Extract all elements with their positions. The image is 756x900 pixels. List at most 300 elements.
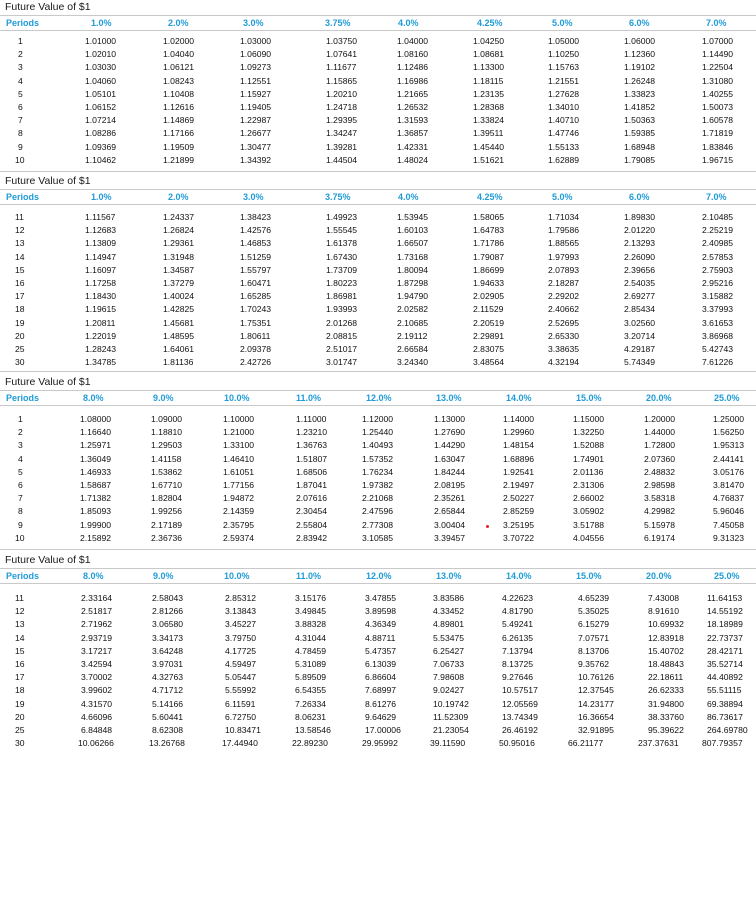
value-cell: 1.26532 (397, 101, 429, 112)
value-cell: 3.51788 (573, 519, 605, 530)
value-cell: 1.10408 (163, 88, 195, 99)
value-cell: 237.37631 (638, 738, 679, 749)
value-cell: 1.08243 (163, 75, 195, 86)
value-cell: 2.75903 (702, 264, 734, 275)
value-cell: 1.16640 (80, 427, 112, 438)
value-cell: 3.37993 (702, 304, 734, 315)
value-cell: 2.69277 (624, 291, 656, 302)
table-body (0, 31, 756, 171)
header-rate: 13.0% (436, 393, 462, 403)
value-cell: 1.19509 (163, 141, 195, 152)
value-cell: 1.40255 (702, 88, 734, 99)
value-cell: 1.06121 (163, 62, 195, 73)
value-cell: 1.94633 (473, 277, 505, 288)
value-cell: 3.61653 (702, 317, 734, 328)
value-cell: 1.40710 (548, 115, 580, 126)
value-cell: 9.31323 (713, 532, 745, 543)
table-title: Future Value of $1 (5, 554, 91, 566)
header-rate: 5.0% (552, 18, 573, 28)
value-cell: 2.48832 (644, 466, 676, 477)
header-rate: 12.0% (366, 393, 392, 403)
value-cell: 2.15892 (80, 532, 112, 543)
value-cell: 1.29503 (151, 440, 183, 451)
value-cell: 1.21551 (548, 75, 580, 86)
header-rate: 15.0% (576, 393, 602, 403)
value-cell: 2.77308 (362, 519, 394, 530)
period-cell: 17 (15, 672, 25, 683)
value-cell: 5.35025 (578, 606, 610, 617)
value-cell: 5.31089 (295, 658, 327, 669)
value-cell: 1.89830 (624, 212, 656, 222)
value-cell: 4.59497 (225, 658, 257, 669)
value-cell: 6.84848 (81, 724, 113, 735)
period-cell: 19 (15, 698, 25, 709)
value-cell: 1.11567 (85, 212, 116, 222)
header-rate: 9.0% (153, 393, 174, 403)
value-cell: 2.26090 (624, 251, 656, 262)
value-cell: 5.53475 (433, 632, 465, 643)
value-cell: 1.60578 (702, 115, 734, 126)
table-row (0, 492, 756, 505)
period-cell: 18 (15, 304, 25, 315)
value-cell: 2.08815 (326, 330, 358, 341)
value-cell: 1.62889 (548, 154, 580, 165)
value-cell: 3.20714 (624, 330, 656, 341)
period-cell: 10 (15, 154, 25, 165)
value-cell: 4.17725 (225, 645, 257, 656)
value-cell: 1.71819 (702, 128, 734, 139)
value-cell: 86.73617 (707, 711, 743, 722)
value-cell: 1.36857 (397, 128, 429, 139)
value-cell: 1.18430 (85, 291, 117, 302)
table-row (0, 605, 756, 618)
value-cell: 1.34010 (548, 101, 580, 112)
table-header (0, 189, 756, 205)
value-cell: 807.79357 (702, 738, 743, 749)
value-cell: 1.45681 (163, 317, 195, 328)
header-rate: 1.0% (91, 18, 112, 28)
period-cell: 2 (18, 427, 23, 438)
value-cell: 1.05101 (85, 88, 117, 99)
value-cell: 4.88711 (365, 632, 396, 643)
value-cell: 1.52088 (573, 440, 605, 451)
value-cell: 2.07360 (644, 453, 676, 464)
table-row (0, 75, 756, 88)
value-cell: 4.66096 (81, 711, 113, 722)
value-cell: 21.23054 (433, 724, 469, 735)
value-cell: 18.48843 (648, 658, 684, 669)
value-cell: 3.01747 (326, 357, 358, 368)
value-cell: 2.85259 (503, 506, 535, 517)
value-cell: 1.15763 (548, 62, 580, 73)
value-cell: 13.58546 (295, 724, 331, 735)
period-cell: 10 (15, 532, 25, 543)
value-cell: 1.26824 (163, 225, 195, 236)
value-cell: 1.34785 (85, 357, 117, 368)
value-cell: 31.94800 (648, 698, 684, 709)
period-cell: 25 (15, 724, 25, 735)
header-rate: 6.0% (629, 18, 650, 28)
value-cell: 1.11677 (326, 62, 357, 73)
value-cell: 2.44141 (713, 453, 745, 464)
value-cell: 1.04000 (397, 36, 429, 46)
value-cell: 2.39656 (624, 264, 656, 275)
value-cell: 1.53862 (151, 466, 183, 477)
value-cell: 2.40662 (548, 304, 580, 315)
value-cell: 1.08681 (473, 49, 505, 60)
value-cell: 1.36049 (80, 453, 112, 464)
period-cell: 9 (18, 519, 23, 530)
value-cell: 1.49923 (326, 212, 358, 222)
value-cell: 7.06733 (433, 658, 465, 669)
value-cell: 1.18115 (473, 75, 504, 86)
value-cell: 4.65239 (578, 593, 610, 603)
table-body (0, 584, 756, 750)
value-cell: 10.19742 (433, 698, 469, 709)
value-cell: 9.02427 (433, 685, 465, 696)
header-rate: 20.0% (646, 571, 672, 581)
value-cell: 3.25195 (503, 519, 535, 530)
value-cell: 1.22987 (240, 115, 272, 126)
table-divider (0, 171, 756, 172)
value-cell: 1.86981 (326, 291, 358, 302)
table-row (0, 479, 756, 492)
table-row (0, 141, 756, 154)
value-cell: 2.19112 (397, 330, 428, 341)
value-cell: 2.02582 (397, 304, 429, 315)
header-periods: Periods (6, 571, 40, 581)
value-cell: 22.89230 (292, 738, 328, 749)
value-cell: 1.74901 (573, 453, 605, 464)
value-cell: 1.03750 (326, 36, 358, 46)
value-cell: 1.06090 (240, 49, 272, 60)
value-cell: 1.28368 (473, 101, 505, 112)
value-cell: 1.30477 (240, 141, 272, 152)
value-cell: 2.14359 (223, 506, 255, 517)
value-cell: 1.75351 (240, 317, 272, 328)
value-cell: 1.73709 (326, 264, 358, 275)
value-cell: 4.22623 (502, 593, 534, 603)
value-cell: 8.61276 (365, 698, 397, 709)
value-cell: 1.44000 (644, 427, 676, 438)
value-cell: 1.79085 (624, 154, 656, 165)
period-cell: 18 (15, 685, 25, 696)
header-rate: 7.0% (706, 18, 727, 28)
period-cell: 1 (18, 36, 23, 46)
value-cell: 2.47596 (362, 506, 394, 517)
value-cell: 1.58687 (80, 479, 112, 490)
table-header (0, 390, 756, 406)
value-cell: 1.67710 (151, 479, 183, 490)
value-cell: 8.62308 (152, 724, 184, 735)
value-cell: 2.36736 (151, 532, 183, 543)
header-rate: 25.0% (714, 571, 740, 581)
value-cell: 16.36654 (578, 711, 614, 722)
table-row (0, 211, 756, 224)
value-cell: 1.21665 (397, 88, 429, 99)
value-cell: 1.58065 (473, 212, 505, 222)
value-cell: 2.55804 (296, 519, 328, 530)
value-cell: 3.97031 (152, 658, 184, 669)
value-cell: 6.54355 (295, 685, 327, 696)
table-body (0, 205, 756, 371)
value-cell: 1.19615 (85, 304, 117, 315)
value-cell: 4.32763 (152, 672, 184, 683)
value-cell: 1.55797 (240, 264, 272, 275)
value-cell: 1.46933 (80, 466, 112, 477)
period-cell: 3 (18, 440, 23, 451)
value-cell: 12.83918 (648, 632, 684, 643)
value-cell: 1.13300 (473, 62, 505, 73)
value-cell: 2.01220 (624, 225, 656, 236)
value-cell: 1.25440 (362, 427, 394, 438)
value-cell: 4.81790 (502, 606, 534, 617)
value-cell: 6.72750 (225, 711, 257, 722)
value-cell: 1.77156 (223, 479, 255, 490)
value-cell: 1.80223 (326, 277, 358, 288)
value-cell: 1.20210 (326, 88, 358, 99)
table-header (0, 568, 756, 584)
value-cell: 3.05902 (573, 506, 605, 517)
value-cell: 1.99256 (151, 506, 183, 517)
value-cell: 2.31306 (573, 479, 605, 490)
value-cell: 1.09273 (240, 62, 272, 73)
value-cell: 4.33452 (433, 606, 465, 617)
table-row (0, 519, 756, 532)
value-cell: 26.46192 (502, 724, 538, 735)
value-cell: 1.94790 (397, 291, 429, 302)
value-cell: 95.39622 (648, 724, 684, 735)
value-cell: 1.63047 (434, 453, 466, 464)
value-cell: 1.97382 (362, 479, 394, 490)
value-cell: 1.50363 (624, 115, 656, 126)
value-cell: 1.82804 (151, 493, 183, 504)
value-cell: 10.76126 (578, 672, 614, 683)
period-cell: 4 (18, 453, 23, 464)
value-cell: 1.72800 (644, 440, 676, 451)
value-cell: 2.11529 (473, 304, 504, 315)
value-cell: 2.10485 (702, 212, 734, 222)
value-cell: 2.19497 (503, 479, 535, 490)
value-cell: 1.06000 (624, 36, 656, 46)
value-cell: 1.70243 (240, 304, 272, 315)
value-cell: 2.35795 (223, 519, 255, 530)
value-cell: 1.34587 (163, 264, 195, 275)
value-cell: 5.55992 (225, 685, 257, 696)
value-cell: 3.42594 (81, 658, 113, 669)
value-cell: 1.08160 (397, 49, 429, 60)
value-cell: 1.13809 (85, 238, 117, 249)
value-cell: 1.51807 (296, 453, 328, 464)
value-cell: 1.26677 (240, 128, 272, 139)
period-cell: 4 (18, 75, 23, 86)
table-row (0, 330, 756, 343)
value-cell: 6.19174 (644, 532, 676, 543)
value-cell: 1.19102 (624, 62, 656, 73)
period-cell: 13 (15, 619, 25, 630)
table-row (0, 251, 756, 264)
value-cell: 2.07616 (296, 493, 328, 504)
value-cell: 3.99602 (81, 685, 113, 696)
value-cell: 1.45440 (473, 141, 505, 152)
table-row (0, 711, 756, 724)
fv-table-3 (0, 375, 756, 550)
value-cell: 1.12551 (240, 75, 272, 86)
value-cell: 3.10585 (362, 532, 394, 543)
value-cell: 2.07893 (548, 264, 580, 275)
table-row (0, 671, 756, 684)
value-cell: 1.39281 (326, 141, 358, 152)
value-cell: 4.32194 (548, 357, 580, 368)
period-cell: 19 (15, 317, 25, 328)
value-cell: 3.83586 (433, 593, 465, 603)
value-cell: 1.12616 (163, 101, 195, 112)
value-cell: 1.15000 (573, 414, 605, 424)
table-row (0, 413, 756, 426)
period-cell: 2 (18, 49, 23, 60)
value-cell: 66.21177 (568, 738, 604, 749)
fv-table-2 (0, 174, 756, 372)
value-cell: 1.12000 (362, 414, 394, 424)
value-cell: 3.64248 (152, 645, 184, 656)
value-cell: 2.71962 (81, 619, 113, 630)
value-cell: 1.33824 (473, 115, 505, 126)
value-cell: 2.81266 (152, 606, 184, 617)
value-cell: 1.06152 (85, 101, 117, 112)
header-rate: 4.0% (398, 18, 419, 28)
value-cell: 3.86968 (702, 330, 734, 341)
table-row (0, 114, 756, 127)
value-cell: 2.59374 (223, 532, 255, 543)
value-cell: 4.31044 (295, 632, 327, 643)
value-cell: 1.42825 (163, 304, 195, 315)
value-cell: 1.88565 (548, 238, 580, 249)
value-cell: 39.11590 (430, 738, 466, 749)
period-cell: 16 (15, 658, 25, 669)
value-cell: 6.15279 (578, 619, 610, 630)
value-cell: 1.99900 (80, 519, 112, 530)
value-cell: 1.04250 (473, 36, 505, 46)
value-cell: 1.21899 (163, 154, 195, 165)
header-rate: 9.0% (153, 571, 174, 581)
table-row (0, 317, 756, 330)
value-cell: 4.31570 (81, 698, 113, 709)
value-cell: 2.66002 (573, 493, 605, 504)
value-cell: 3.13843 (225, 606, 257, 617)
table-header (0, 15, 756, 31)
value-cell: 1.08000 (80, 414, 112, 424)
value-cell: 1.95313 (713, 440, 745, 451)
value-cell: 1.20000 (644, 414, 676, 424)
value-cell: 1.29960 (503, 427, 535, 438)
value-cell: 1.79586 (548, 225, 580, 236)
value-cell: 2.40985 (702, 238, 734, 249)
value-cell: 3.45227 (225, 619, 257, 630)
value-cell: 1.85093 (80, 506, 112, 517)
period-cell: 9 (18, 141, 23, 152)
table-row (0, 356, 756, 369)
fv-table-4 (0, 553, 756, 750)
value-cell: 7.68997 (365, 685, 397, 696)
value-cell: 3.89598 (365, 606, 397, 617)
value-cell: 1.14000 (503, 414, 535, 424)
value-cell: 1.22019 (85, 330, 117, 341)
value-cell: 1.86699 (473, 264, 505, 275)
header-rate: 7.0% (706, 192, 727, 202)
table-row (0, 101, 756, 114)
header-periods: Periods (6, 18, 40, 28)
value-cell: 7.98608 (433, 672, 465, 683)
value-cell: 1.07000 (702, 36, 734, 46)
value-cell: 17.00006 (365, 724, 401, 735)
value-cell: 1.17258 (85, 277, 117, 288)
value-cell: 5.47357 (365, 645, 397, 656)
period-cell: 30 (15, 357, 25, 368)
value-cell: 1.48154 (503, 440, 535, 451)
value-cell: 7.07571 (578, 632, 610, 643)
table-row (0, 48, 756, 61)
table-title: Future Value of $1 (5, 1, 91, 13)
value-cell: 10.69932 (648, 619, 684, 630)
header-rate: 8.0% (83, 393, 104, 403)
value-cell: 2.83942 (296, 532, 328, 543)
value-cell: 1.51259 (240, 251, 272, 262)
value-cell: 28.42171 (707, 645, 743, 656)
value-cell: 2.57853 (702, 251, 734, 262)
value-cell: 1.15865 (326, 75, 358, 86)
value-cell: 1.27690 (434, 427, 466, 438)
value-cell: 3.00404 (434, 519, 466, 530)
value-cell: 1.67430 (326, 251, 358, 262)
header-rate: 13.0% (436, 571, 462, 581)
value-cell: 1.11000 (296, 414, 327, 424)
value-cell: 17.44940 (222, 738, 258, 749)
value-cell: 10.06266 (78, 738, 114, 749)
table-row (0, 698, 756, 711)
value-cell: 6.13039 (365, 658, 397, 669)
header-rate: 1.0% (91, 192, 112, 202)
value-cell: 1.65285 (240, 291, 272, 302)
value-cell: 3.02560 (624, 317, 656, 328)
table-row (0, 466, 756, 479)
value-cell: 1.14947 (85, 251, 117, 262)
value-cell: 1.03000 (240, 36, 272, 46)
value-cell: 9.35762 (578, 658, 610, 669)
header-rate: 12.0% (366, 571, 392, 581)
value-cell: 1.09369 (85, 141, 117, 152)
value-cell: 3.39457 (434, 532, 466, 543)
value-cell: 1.12683 (85, 225, 117, 236)
value-cell: 1.81136 (163, 357, 194, 368)
header-rate: 3.75% (325, 18, 351, 28)
value-cell: 1.10462 (85, 154, 117, 165)
value-cell: 2.25219 (702, 225, 734, 236)
period-cell: 15 (15, 645, 25, 656)
value-cell: 2.51017 (326, 343, 358, 354)
value-cell: 1.60471 (240, 277, 272, 288)
value-cell: 1.31080 (702, 75, 734, 86)
table-row (0, 290, 756, 303)
value-cell: 1.48595 (163, 330, 195, 341)
value-cell: 29.95992 (362, 738, 398, 749)
value-cell: 2.29202 (548, 291, 580, 302)
value-cell: 12.05569 (502, 698, 538, 709)
value-cell: 2.66584 (397, 343, 429, 354)
value-cell: 11.52309 (433, 711, 469, 722)
table-title: Future Value of $1 (5, 175, 91, 187)
value-cell: 1.36763 (296, 440, 328, 451)
value-cell: 26.62333 (648, 685, 684, 696)
